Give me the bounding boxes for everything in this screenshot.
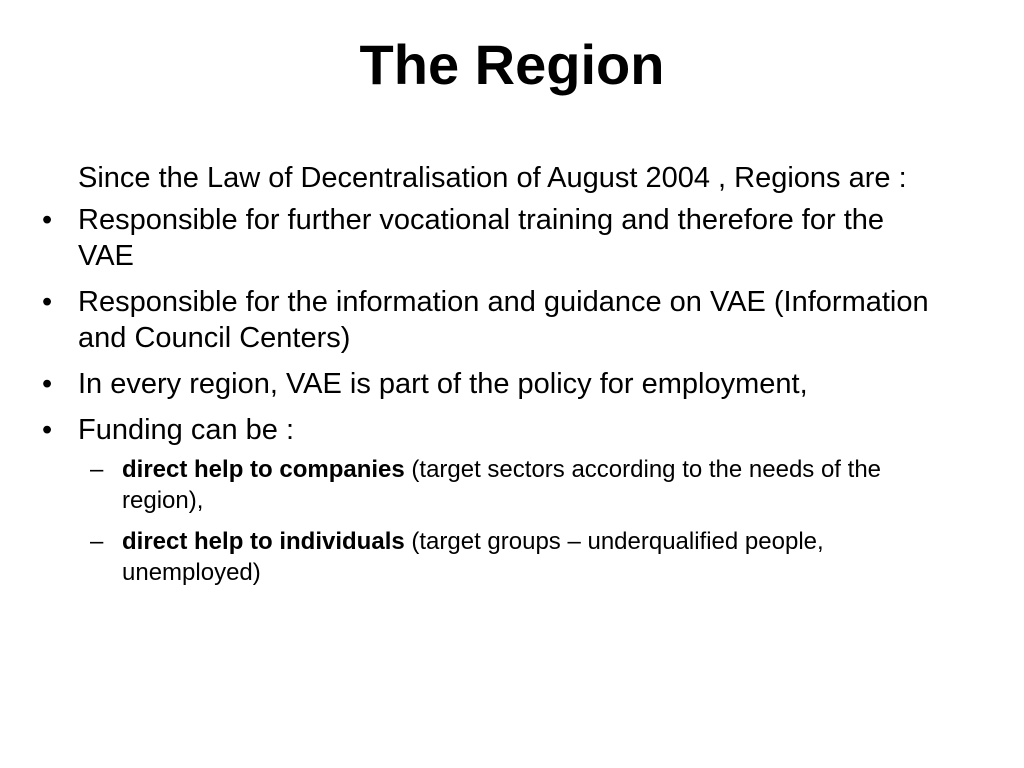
subbullet-item — [90, 454, 962, 516]
bullet-marker: • — [42, 204, 53, 236]
bullet-item — [42, 412, 938, 448]
subbullet-marker: – — [90, 456, 104, 483]
subbullet-text: (target sectors according to the needs of the region), — [122, 456, 882, 514]
bullet-text: Responsible for further vocational training and therefore for the VAE — [78, 204, 885, 272]
bullet-marker: • — [42, 286, 53, 318]
slide-content — [0, 160, 1024, 598]
bullet-text: In every region, VAE is part of the policy for employment, — [78, 368, 808, 400]
subbullet-bold-text: direct help to companies — [122, 456, 405, 483]
bullet-marker: • — [42, 368, 53, 400]
subbullet-marker: – — [90, 528, 104, 555]
bullet-text: Funding can be : — [78, 414, 295, 446]
bullet-item — [42, 202, 938, 274]
bullet-item — [42, 284, 938, 356]
subbullet-bold-text: direct help to individuals — [122, 528, 405, 555]
intro-text: Since the Law of Decentralisation of August 2004 , Regions are : — [78, 162, 907, 194]
slide-title: The Region — [359, 33, 665, 96]
subbullet-text: (target groups – underqualified people, unemployed) — [122, 528, 824, 586]
bullet-text: Responsible for the information and guidance on VAE (Information and Council Centers) — [78, 286, 929, 354]
bullet-marker: • — [42, 414, 53, 446]
bullet-item — [42, 366, 938, 402]
subbullet-item — [90, 526, 962, 588]
